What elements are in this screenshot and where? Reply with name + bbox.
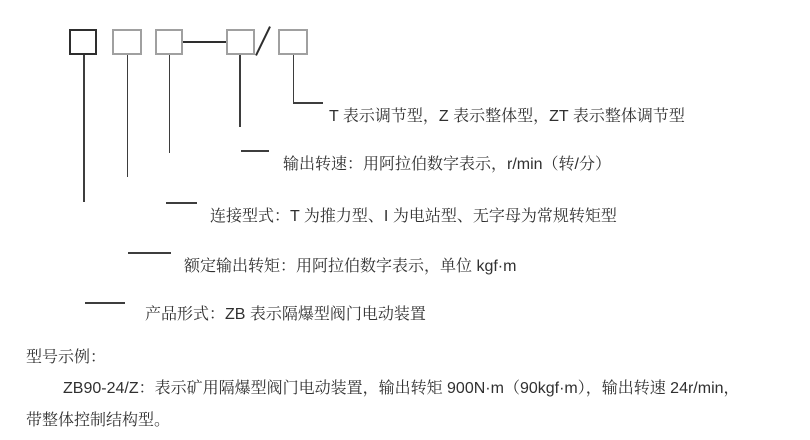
model-code-box-connection-type <box>155 29 183 55</box>
tick-product-form <box>85 302 125 304</box>
leader-line-connection-type <box>169 55 171 153</box>
leader-line-type-suffix <box>293 55 295 103</box>
leader-line-product-form <box>83 55 85 202</box>
leader-elbow-type-suffix <box>293 102 323 104</box>
model-code-box-product-form <box>69 29 97 55</box>
example-line-1: ZB90-24/Z：表示矿用隔爆型阀门电动装置，输出转矩 900N·m（90kgf·m），输出转速 24r/min， <box>63 380 740 397</box>
leader-line-output-speed <box>239 55 241 127</box>
label-product-form: 产品形式：ZB 表示隔爆型阀门电动装置 <box>145 306 426 323</box>
tick-rated-torque <box>128 252 171 254</box>
label-output-speed: 输出转速：用阿拉伯数字表示，r/min（转/分） <box>283 156 612 173</box>
tick-output-speed <box>241 150 269 152</box>
model-code-box-rated-torque <box>112 29 142 55</box>
connector-line-box3-box4 <box>183 41 226 43</box>
example-line-2: 带整体控制结构型。 <box>26 412 171 429</box>
example-heading: 型号示例： <box>26 349 107 366</box>
slash-separator-icon <box>255 26 271 56</box>
label-type-suffix: T 表示调节型，Z 表示整体型，ZT 表示整体调节型 <box>329 108 685 125</box>
model-code-box-type-suffix <box>278 29 308 55</box>
model-code-box-output-speed <box>226 29 255 55</box>
tick-connection-type <box>166 202 197 204</box>
label-connection-type: 连接型式：T 为推力型、I 为电站型、无字母为常规转矩型 <box>210 208 617 225</box>
leader-line-rated-torque <box>127 55 129 177</box>
label-rated-torque: 额定输出转矩：用阿拉伯数字表示，单位 kgf·m <box>184 258 517 275</box>
